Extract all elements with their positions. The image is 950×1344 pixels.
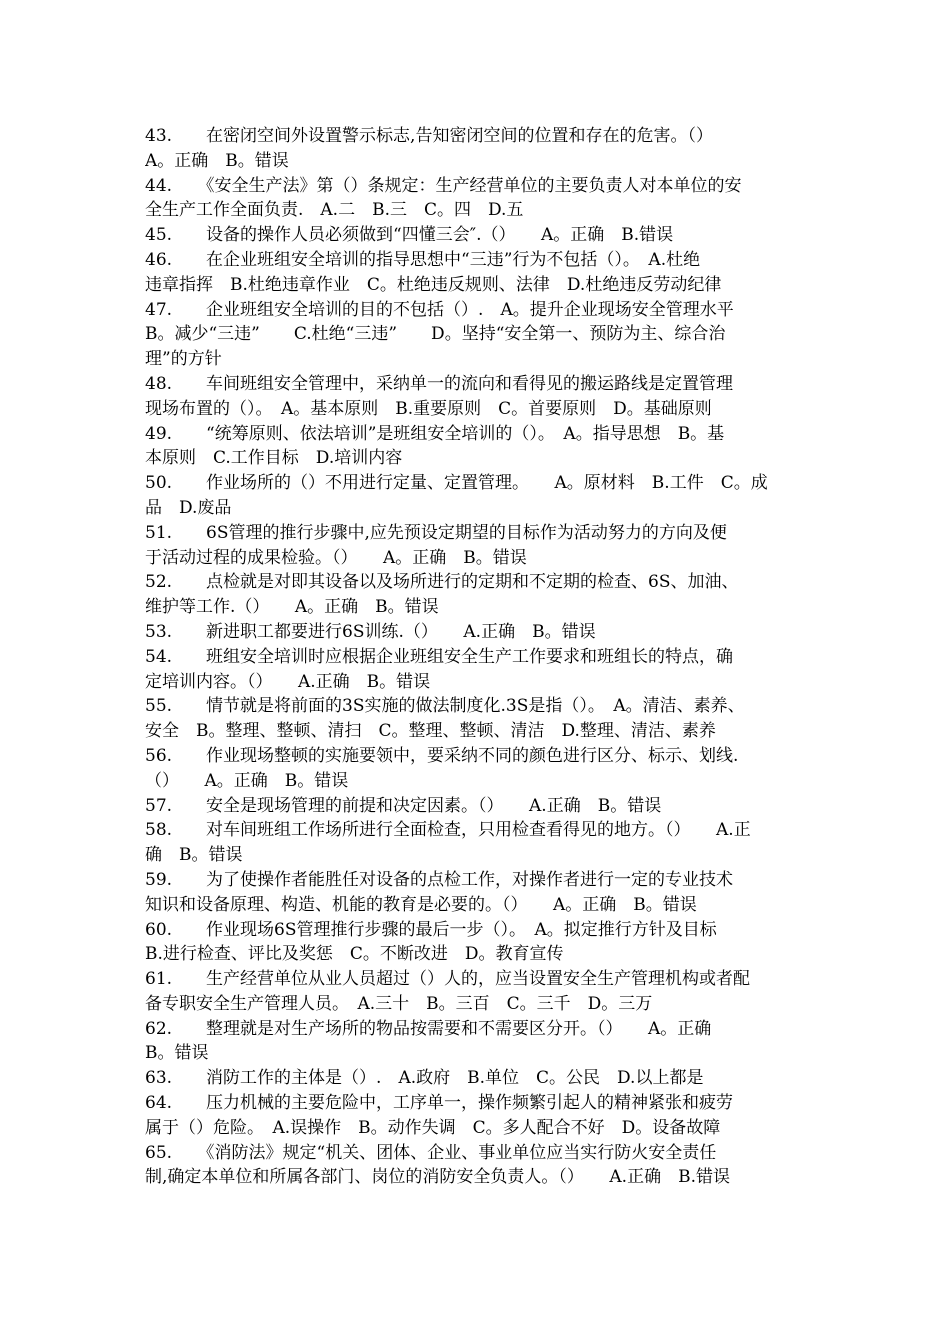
text-line: 于活动过程的成果检验。（） A。正确 B。错误 [145, 547, 527, 568]
document-page [145, 124, 805, 1190]
text-line: 维护等工作.（） A。正确 B。错误 [145, 597, 439, 618]
text-line: B.进行检查、评比及奖惩 C。不断改进 D。教育宣传 [145, 944, 564, 965]
text-line: 知识和设备原理、构造、机能的教育是必要的。（） A。正确 B。错误 [145, 894, 697, 915]
text-line: A。正确 B。错误 [145, 150, 289, 171]
text-line: 64. 压力机械的主要危险中，工序单一，操作频繁引起人的精神紧张和疲劳 [145, 1093, 734, 1114]
text-line: 50. 作业场所的（）不用进行定量、定置管理。 A。原材料 B.工件 C。成 [145, 473, 768, 494]
text-line: 违章指挥 B.杜绝违章作业 C。杜绝违反规则、法律 D.杜绝违反劳动纪律 [145, 274, 722, 295]
text-line: B。减少“三违” C.杜绝“三违” D。坚持“安全第一、预防为主、综合治 [145, 324, 726, 345]
text-line: 安全 B。整理、整顿、清扫 C。整理、整顿、清洁 D.整理、清洁、素养 [145, 721, 716, 742]
text-line: 53. 新进职工都要进行6S训练.（） A.正确 B。错误 [145, 621, 596, 642]
text-line: 54. 班组安全培训时应根据企业班组安全生产工作要求和班组长的特点，确 [145, 646, 734, 667]
text-line: 59. 为了使操作者能胜任对设备的点检工作，对操作者进行一定的专业技术 [145, 869, 734, 890]
text-line: 51. 6S管理的推行步骤中,应先预设定期望的目标作为活动努力的方向及便 [145, 522, 727, 543]
text-line: 48. 车间班组安全管理中，采纳单一的流向和看得见的搬运路线是定置管理 [145, 373, 734, 394]
text-line: 现场布置的（）。 A。基本原则 B.重要原则 C。首要原则 D。基础原则 [145, 398, 712, 419]
text-line: 备专职安全生产管理人员。 A.三十 B。三百 C。三千 D。三万 [145, 993, 653, 1014]
text-line: 44. 《安全生产法》第（）条规定：生产经营单位的主要负责人对本单位的安 [145, 175, 742, 196]
text-line: 本原则 C.工作目标 D.培训内容 [145, 448, 403, 469]
text-line: 63. 消防工作的主体是（）. A.政府 B.单位 C。公民 D.以上都是 [145, 1068, 704, 1089]
text-line: 47. 企业班组安全培训的目的不包括（）. A。提升企业现场安全管理水平 [145, 299, 734, 320]
text-line: 理”的方针 [145, 349, 222, 370]
text-line: 61. 生产经营单位从业人员超过（）人的，应当设置安全生产管理机构或者配 [145, 969, 751, 990]
text-line: 制,确定本单位和所属各部门、岗位的消防安全负责人。（） A.正确 B.错误 [145, 1167, 730, 1188]
text-line: 56. 作业现场整顿的实施要领中，要采纳不同的颜色进行区分、标示、划线. [145, 745, 739, 766]
text-line: 属于（）危险。 A.误操作 B。动作失调 C。多人配合不好 D。设备故障 [145, 1117, 721, 1138]
text-line: 60. 作业现场6S管理推行步骤的最后一步（）。 A。拟定推行方针及目标 [145, 919, 717, 940]
text-line: 43. 在密闭空间外设置警示标志,告知密闭空间的位置和存在的危害。（） [145, 126, 713, 146]
text-line: 确 B。错误 [145, 845, 243, 866]
text-line: 定培训内容。（） A.正确 B。错误 [145, 671, 431, 692]
text-line: 49. “统筹原则、依法培训”是班组安全培训的（）。 A。指导思想 B。基 [145, 423, 725, 444]
text-line: 全生产工作全面负责. A.二 B.三 C。四 D.五 [145, 200, 524, 221]
text-line: 58. 对车间班组工作场所进行全面检查，只用检查看得见的地方。（） A.正 [145, 820, 751, 841]
text-line: 65. 《消防法》规定“机关、团体、企业、事业单位应当实行防火安全责任 [145, 1142, 717, 1163]
text-line: 45. 设备的操作人员必须做到“四懂三会″.（） A。正确 B.错误 [145, 225, 674, 246]
text-line: 52. 点检就是对即其设备以及场所进行的定期和不定期的检查、6S、加油、 [145, 572, 739, 593]
text-line: 57. 安全是现场管理的前提和决定因素。（） A.正确 B。错误 [145, 795, 662, 816]
text-line: 55. 情节就是将前面的3S实施的做法制度化.3S是指（）。 A。清洁、素养、 [145, 696, 745, 717]
text-line: （） A。正确 B。错误 [145, 770, 349, 791]
text-line: 品 D.废品 [145, 497, 232, 518]
text-line: 62. 整理就是对生产场所的物品按需要和不需要区分开。（） A。正确 [145, 1018, 712, 1039]
text-line: B。错误 [145, 1043, 209, 1064]
text-line: 46. 在企业班组安全培训的指导思想中“三违”行为不包括（）。 A.杜绝 [145, 249, 701, 270]
